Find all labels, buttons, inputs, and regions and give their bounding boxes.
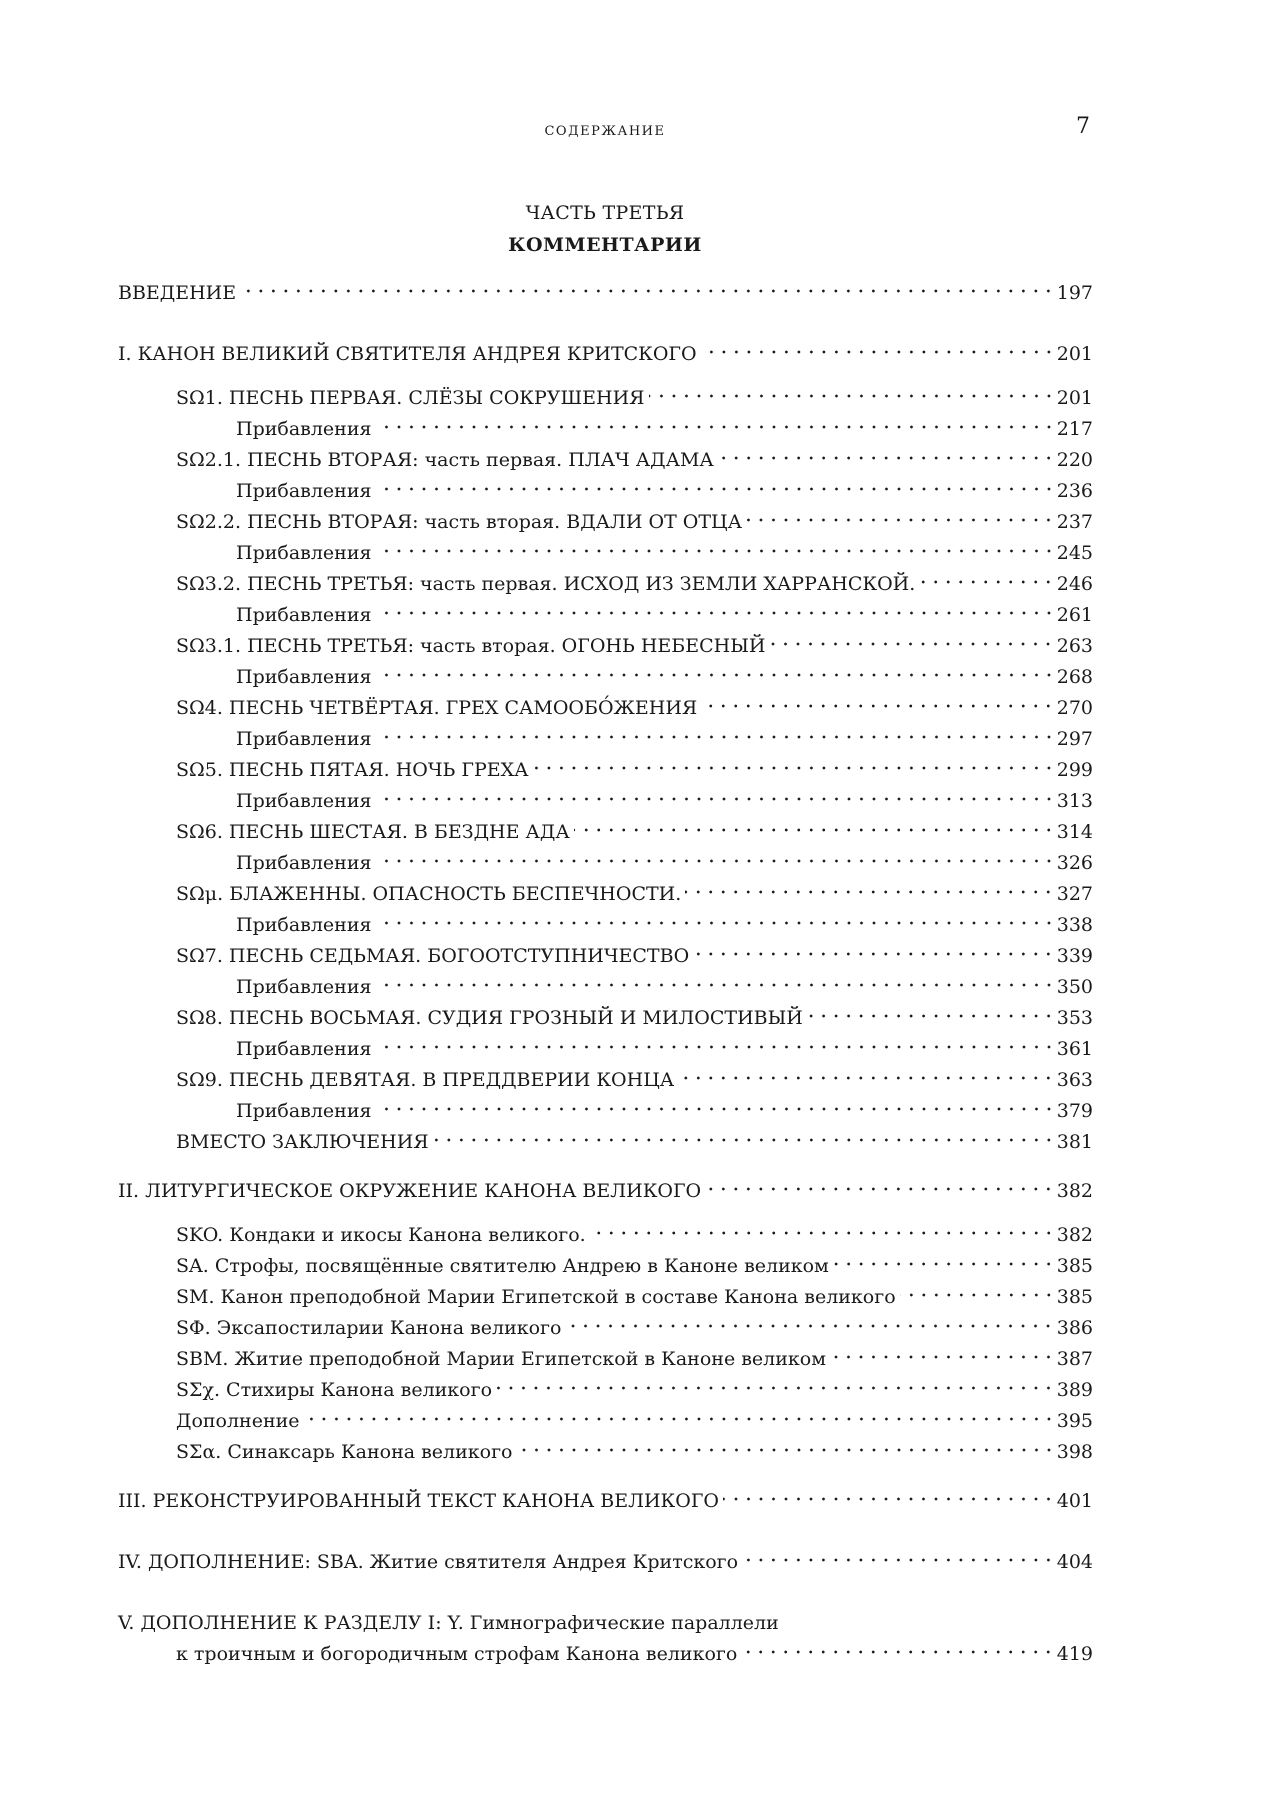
toc-leader-dots xyxy=(746,511,1055,529)
toc-entry-title: SM. Канон преподобной Марии Египетской в составе Канона великого xyxy=(176,1286,896,1308)
toc-entry-page: 201 xyxy=(1056,387,1093,409)
toc-entry[interactable] xyxy=(176,943,1093,969)
toc-entry-title: SΩ3.2. ПЕСНЬ ТРЕТЬЯ: часть первая. ИСХОД ИЗ ЗЕМЛИ ХАРРАНСКОЙ. xyxy=(176,573,916,595)
toc-entry-title: Прибавления xyxy=(236,976,372,998)
toc-entry-page: 313 xyxy=(1056,790,1093,812)
toc-leader-dots xyxy=(678,1069,1055,1087)
toc-entry-title: SΩ3.1. ПЕСНЬ ТРЕТЬЯ: часть вторая. ОГОНЬ НЕБЕСНЫЙ xyxy=(176,635,766,657)
toc-entry[interactable] xyxy=(236,664,1093,690)
toc-entry-page: 385 xyxy=(1056,1286,1093,1308)
toc-entry[interactable] xyxy=(236,1098,1093,1124)
toc-entry[interactable] xyxy=(236,726,1093,752)
toc-leader-dots xyxy=(376,542,1055,560)
toc-entry-page: 363 xyxy=(1056,1069,1093,1091)
toc-leader-dots xyxy=(769,635,1054,653)
toc-leader-dots xyxy=(705,1180,1055,1198)
toc-entry[interactable] xyxy=(236,850,1093,876)
toc-entry-page: 395 xyxy=(1056,1410,1093,1432)
toc-entry-title: II. ЛИТУРГИЧЕСКОЕ ОКРУЖЕНИЕ КАНОНА ВЕЛИКОГО xyxy=(118,1180,702,1202)
toc-entry[interactable] xyxy=(236,478,1093,504)
toc-leader-dots xyxy=(693,945,1055,963)
toc-leader-dots xyxy=(574,821,1055,839)
toc-entry-title: SΩ6. ПЕСНЬ ШЕСТАЯ. В БЕЗДНЕ АДА xyxy=(176,821,570,843)
toc-entry[interactable] xyxy=(176,1346,1093,1372)
toc-leader-dots xyxy=(830,1348,1055,1366)
toc-leader-dots xyxy=(376,1100,1055,1118)
toc-entry[interactable] xyxy=(176,1129,1093,1155)
toc-leader-dots xyxy=(718,449,1055,467)
toc-entry-title: SKO. Кондаки и икосы Канона великого. xyxy=(176,1224,586,1246)
toc-entry[interactable] xyxy=(236,974,1093,1000)
toc-entry-page: 236 xyxy=(1056,480,1093,502)
toc-entry-page: 268 xyxy=(1056,666,1093,688)
toc-entry-page: 297 xyxy=(1056,728,1093,750)
toc-entry-title: Прибавления xyxy=(236,666,372,688)
toc-entry-title: III. РЕКОНСТРУИРОВАННЫЙ ТЕКСТ КАНОНА ВЕЛИКОГО xyxy=(118,1490,719,1512)
toc-entry-page: 350 xyxy=(1056,976,1093,998)
toc-entry-page: 382 xyxy=(1056,1180,1093,1202)
toc-entry-title: Прибавления xyxy=(236,852,372,874)
toc-entry-title: Прибавления xyxy=(236,790,372,812)
toc-leader-dots xyxy=(701,697,1055,715)
toc-entry-page: 382 xyxy=(1056,1224,1093,1246)
toc-entry-page: 361 xyxy=(1056,1038,1093,1060)
toc-entry-page: 326 xyxy=(1056,852,1093,874)
toc-entry-page: 419 xyxy=(1056,1643,1093,1665)
toc-leader-dots xyxy=(376,418,1055,436)
page-number: 7 xyxy=(1076,114,1090,139)
toc-entry-title: IV. ДОПОЛНЕНИЕ: SBA. Житие святителя Андрея Критского xyxy=(118,1551,739,1573)
toc-entry-page: 387 xyxy=(1056,1348,1093,1370)
toc-entry-page: 217 xyxy=(1056,418,1093,440)
toc-entry-title: SA. Строфы, посвящённые святителю Андрею в Каноне великом xyxy=(176,1255,829,1277)
toc-entry-title: SΩ2.1. ПЕСНЬ ВТОРАЯ: часть первая. ПЛАЧ АДАМА xyxy=(176,449,714,471)
toc-entry[interactable] xyxy=(236,602,1093,628)
toc-leader-dots xyxy=(517,1441,1055,1459)
toc-entry-page: 353 xyxy=(1056,1007,1093,1029)
toc-entry-page: 404 xyxy=(1056,1551,1093,1573)
part-title: ЧАСТЬ ТРЕТЬЯ xyxy=(525,202,685,224)
toc-entry-title: Прибавления xyxy=(236,418,372,440)
toc-entry-title: Прибавления xyxy=(236,728,372,750)
toc-entry-title: Прибавления xyxy=(236,542,372,564)
toc-entry[interactable] xyxy=(176,633,1093,659)
toc-entry[interactable] xyxy=(176,1005,1093,1031)
toc-entry[interactable] xyxy=(236,416,1093,442)
toc-entry-title: Дополнение xyxy=(176,1410,300,1432)
toc-leader-dots xyxy=(376,480,1055,498)
toc-entry-page: 237 xyxy=(1056,511,1093,533)
part-subtitle: КОММЕНТАРИИ xyxy=(508,234,702,256)
toc-entry-page: 379 xyxy=(1056,1100,1093,1122)
toc-entry-title: Прибавления xyxy=(236,914,372,936)
toc-entry-title: SΣχ. Стихиры Канона великого xyxy=(176,1379,493,1401)
toc-leader-dots xyxy=(565,1317,1054,1335)
toc-entry-title: Прибавления xyxy=(236,480,372,502)
toc-entry[interactable] xyxy=(118,341,1093,367)
toc-entry-title: Прибавления xyxy=(236,604,372,626)
toc-entry[interactable] xyxy=(118,280,1093,306)
toc-entry-title: SΩμ. БЛАЖЕННЫ. ОПАСНОСТЬ БЕСПЕЧНОСТИ. xyxy=(176,883,682,905)
toc-leader-dots xyxy=(723,1490,1055,1508)
toc-entry[interactable] xyxy=(176,1377,1093,1403)
toc-entry-page: 314 xyxy=(1056,821,1093,843)
toc-entry[interactable] xyxy=(176,757,1093,783)
toc-entry[interactable] xyxy=(176,1315,1093,1341)
toc-leader-dots xyxy=(649,387,1055,405)
toc-entry-title: SΩ1. ПЕСНЬ ПЕРВАЯ. СЛЁЗЫ СОКРУШЕНИЯ xyxy=(176,387,645,409)
toc-leader-dots xyxy=(833,1255,1055,1273)
toc-leader-dots xyxy=(742,1551,1055,1569)
toc-entry-title: ВВЕДЕНИЕ xyxy=(118,282,237,304)
toc-entry[interactable] xyxy=(176,447,1093,473)
toc-entry-title: SBM. Житие преподобной Марии Египетской в Каноне великом xyxy=(176,1348,826,1370)
toc-entry[interactable] xyxy=(176,819,1093,845)
toc-entry-page: 261 xyxy=(1056,604,1093,626)
toc-entry-title: Прибавления xyxy=(236,1100,372,1122)
toc-entry-page: 197 xyxy=(1056,282,1093,304)
toc-entry-title: Прибавления xyxy=(236,1038,372,1060)
toc-entry[interactable] xyxy=(176,1222,1093,1248)
toc-entry[interactable] xyxy=(118,1178,1093,1204)
toc-entry-page: 327 xyxy=(1056,883,1093,905)
toc-entry-title: SΩ8. ПЕСНЬ ВОСЬМАЯ. СУДИЯ ГРОЗНЫЙ И МИЛОСТИВЫЙ xyxy=(176,1007,803,1029)
toc-leader-dots xyxy=(240,282,1055,300)
toc-leader-dots xyxy=(433,1131,1055,1149)
toc-entry[interactable] xyxy=(118,1549,1093,1575)
toc-entry[interactable] xyxy=(176,1067,1093,1093)
toc-entry[interactable] xyxy=(236,540,1093,566)
toc-entry[interactable] xyxy=(176,1284,1093,1310)
toc-entry[interactable] xyxy=(176,1641,1093,1667)
toc-entry[interactable] xyxy=(176,385,1093,411)
toc-leader-dots xyxy=(741,1643,1054,1661)
toc-entry-page: 246 xyxy=(1056,573,1093,595)
toc-leader-dots xyxy=(376,914,1055,932)
toc-entry-page: 381 xyxy=(1056,1131,1093,1153)
toc-entry-title: I. КАНОН ВЕЛИКИЙ СВЯТИТЕЛЯ АНДРЕЯ КРИТСКОГО xyxy=(118,343,697,365)
toc-leader-dots xyxy=(376,790,1055,808)
toc-entry-title: SΩ4. ПЕСНЬ ЧЕТВЁРТАЯ. ГРЕХ САМООБО́ЖЕНИЯ xyxy=(176,697,698,719)
toc-entry-title: SΩ2.2. ПЕСНЬ ВТОРАЯ: часть вторая. ВДАЛИ ОТ ОТЦА xyxy=(176,511,743,533)
toc-entry[interactable] xyxy=(118,1488,1093,1514)
toc-entry[interactable] xyxy=(176,509,1093,535)
toc-entry-title: SΩ7. ПЕСНЬ СЕДЬМАЯ. БОГООТСТУПНИЧЕСТВО xyxy=(176,945,690,967)
toc-leader-dots xyxy=(304,1410,1055,1428)
toc-leader-dots xyxy=(376,604,1055,622)
toc-entry-page: 201 xyxy=(1056,343,1093,365)
toc-entry-page: 245 xyxy=(1056,542,1093,564)
toc-entry[interactable] xyxy=(236,1036,1093,1062)
toc-entry[interactable] xyxy=(176,1253,1093,1279)
toc-leader-dots xyxy=(919,573,1054,591)
toc-entry-page: 270 xyxy=(1056,697,1093,719)
toc-entry-title: SΣα. Синаксарь Канона великого xyxy=(176,1441,513,1463)
toc-entry-title: SΦ. Эксапостиларии Канона великого xyxy=(176,1317,562,1339)
toc-leader-dots xyxy=(807,1007,1055,1025)
toc-entry[interactable] xyxy=(176,1408,1093,1434)
toc-entry-title-first-line[interactable]: V. ДОПОЛНЕНИЕ К РАЗДЕЛУ I: Y. Гимнографические параллели xyxy=(118,1612,779,1634)
toc-entry-title: SΩ5. ПЕСНЬ ПЯТАЯ. НОЧЬ ГРЕХА xyxy=(176,759,529,781)
toc-entry[interactable] xyxy=(176,571,1093,597)
toc-leader-dots xyxy=(685,883,1054,901)
toc-entry-page: 338 xyxy=(1056,914,1093,936)
toc-entry[interactable] xyxy=(236,912,1093,938)
toc-leader-dots xyxy=(590,1224,1055,1242)
toc-leader-dots xyxy=(496,1379,1055,1397)
toc-leader-dots xyxy=(376,1038,1055,1056)
toc-entry[interactable] xyxy=(176,881,1093,907)
toc-entry-page: 389 xyxy=(1056,1379,1093,1401)
toc-entry[interactable] xyxy=(176,695,1093,721)
toc-entry-title: ВМЕСТО ЗАКЛЮЧЕНИЯ xyxy=(176,1131,429,1153)
toc-leader-dots xyxy=(900,1286,1055,1304)
running-head: СОДЕРЖАНИЕ xyxy=(544,124,666,139)
toc-entry-page: 398 xyxy=(1056,1441,1093,1463)
toc-leader-dots xyxy=(533,759,1055,777)
toc-entry-title: к троичным и богородичным строфам Канона великого xyxy=(176,1643,738,1665)
toc-entry-title: SΩ9. ПЕСНЬ ДЕВЯТАЯ. В ПРЕДДВЕРИИ КОНЦА xyxy=(176,1069,675,1091)
toc-leader-dots xyxy=(376,666,1055,684)
toc-entry-page: 339 xyxy=(1056,945,1093,967)
toc-leader-dots xyxy=(701,343,1055,361)
toc-entry-page: 299 xyxy=(1056,759,1093,781)
toc-leader-dots xyxy=(376,728,1055,746)
toc-leader-dots xyxy=(376,976,1055,994)
toc-entry-page: 401 xyxy=(1056,1490,1093,1512)
toc-entry-page: 263 xyxy=(1056,635,1093,657)
toc-entry-page: 385 xyxy=(1056,1255,1093,1277)
toc-entry-page: 386 xyxy=(1056,1317,1093,1339)
toc-entry[interactable] xyxy=(236,788,1093,814)
toc-leader-dots xyxy=(376,852,1055,870)
toc-entry[interactable] xyxy=(176,1439,1093,1465)
toc-entry-page: 220 xyxy=(1056,449,1093,471)
